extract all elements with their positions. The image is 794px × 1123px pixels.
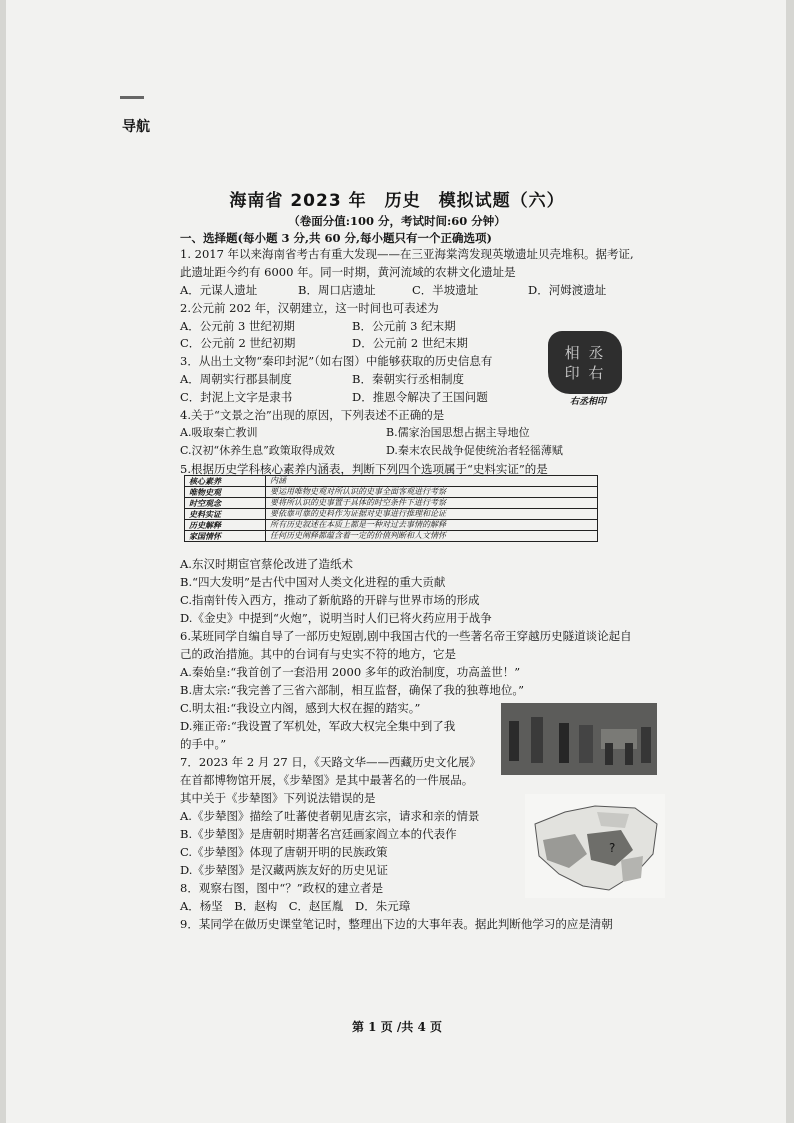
q7-option-d: D.《步辇图》是汉藏两族友好的历史见证 — [180, 863, 388, 877]
table-cell-key: 时空观念 — [185, 498, 266, 509]
table-header-row — [185, 476, 598, 487]
q6-option-c: C.明太祖:“我设立内阁，感到大权在握的踏实。” — [180, 701, 421, 715]
scan-shadow-right — [786, 0, 794, 1123]
q7-option-b: B.《步辇图》是唐朝时期著名宫廷画家阎立本的代表作 — [180, 827, 457, 841]
page-subtitle: （卷面分值:100 分，考试时间:60 分钟） — [288, 214, 506, 228]
question-1-line-1: 1. 2017 年以来海南省考古有重大发现——在三亚海棠湾发现英墩遗址贝壳堆积。据考证, — [180, 247, 634, 261]
q6-option-b: B.唐太宗:“我完善了三省六部制，相互监督，确保了我的独尊地位。” — [180, 683, 524, 697]
q4-option-c: C.汉初“休养生息”政策取得成效 — [180, 444, 335, 457]
table-cell-value: 要将所认识的史事置于具体的时空条件下进行考察 — [266, 498, 598, 509]
table-row — [185, 531, 598, 542]
question-7-line-1: 7．2023 年 2 月 27 日，《天路文华——西藏历史文化展》 — [180, 755, 482, 769]
q5-option-b: B.“四大发明”是古代中国对人类文化进程的重大贡献 — [180, 575, 446, 589]
question-2: 2.公元前 202 年，汉朝建立，这一时间也可表述为 — [180, 301, 439, 315]
question-7-line-3: 其中关于《步辇图》下列说法错误的是 — [180, 791, 376, 805]
q7-option-a: A.《步辇图》描绘了吐蕃使者朝见唐玄宗，请求和亲的情景 — [180, 809, 480, 823]
table-cell-value: 所有历史叙述在本质上都是一种对过去事情的解释 — [266, 520, 598, 531]
table-cell-value: 要依靠可靠的史料作为证据对史事进行推理和论证 — [266, 509, 598, 520]
section-heading: 一、选择题(每小题 3 分,共 60 分,每小题只有一个正确选项) — [180, 231, 492, 245]
table-row — [185, 509, 598, 520]
table-cell-value: 要运用唯物史观对所认识的史事全面客观进行考察 — [266, 487, 598, 498]
q6-option-a: A.秦始皇:“我首创了一套沿用 2000 多年的政治制度，功高盖世！” — [180, 665, 521, 679]
map-question-mark: ? — [609, 841, 616, 855]
bunian-painting-image — [501, 703, 657, 775]
q5-option-c: C.指南针传入西方，推动了新航路的开辟与世界市场的形成 — [180, 593, 480, 607]
q4-option-d: D.秦末农民战争促使统治者轻徭薄赋 — [386, 444, 563, 457]
q1-option-d: D．河姆渡遗址 — [528, 283, 607, 297]
q6-option-d: D.雍正帝:“我设置了军机处，军政大权完全集中到了我 — [180, 719, 456, 733]
q8-options: A．杨坚 B．赵构 C．赵匡胤 D．朱元璋 — [180, 899, 411, 913]
seal-image — [548, 331, 622, 394]
map-drawing — [525, 794, 665, 898]
q3-option-c: C．封泥上文字是隶书 — [180, 390, 293, 404]
historical-map-image — [525, 794, 665, 898]
question-3: 3．从出土文物“秦印封泥”（如右图）中能够获取的历史信息有 — [180, 354, 493, 368]
painting-figures — [501, 703, 657, 775]
nav-marker — [120, 96, 144, 99]
table-cell-value: 任何历史阐释都蕴含着一定的价值判断和人文情怀 — [266, 531, 598, 542]
table-cell-key: 史料实证 — [185, 509, 266, 520]
question-6-line-1: 6.某班同学自编自导了一部历史短剧,剧中我国古代的一些著名帝王穿越历史隧道谈论起自 — [180, 629, 632, 643]
nav-label[interactable]: 导航 — [122, 119, 150, 135]
q4-option-b: B.儒家治国思想占据主导地位 — [386, 426, 530, 439]
core-literacy-table — [184, 475, 598, 542]
table-cell-key: 家国情怀 — [185, 531, 266, 542]
question-8: 8．观察右图，图中“？”政权的建立者是 — [180, 881, 384, 895]
question-9: 9．某同学在做历史课堂笔记时，整理出下边的大事年表。据此判断他学习的应是清朝 — [180, 917, 613, 931]
q1-option-a: A．元谋人遗址 — [180, 283, 258, 297]
question-1-line-2: 此遗址距今约有 6000 年。同一时期，黄河流域的农耕文化遗址是 — [180, 265, 516, 279]
table-row — [185, 487, 598, 498]
page-footer: 第 1 页 /共 4 页 — [352, 1020, 442, 1034]
seal-characters: 相 丞 印 右 — [564, 344, 606, 382]
question-6-line-2: 己的政治措施。其中的台词有与史实不符的地方，它是 — [180, 647, 456, 661]
question-5: 5.根据历史学科核心素养内涵表，判断下列四个选项属于“史料实证”的是 — [180, 462, 548, 476]
q1-option-c: C．半坡遗址 — [412, 283, 479, 297]
q2-option-b: B．公元前 3 纪末期 — [352, 319, 456, 333]
q4-option-a: A.吸取秦亡教训 — [180, 426, 258, 439]
q7-option-c: C.《步辇图》体现了唐朝开明的民族政策 — [180, 845, 388, 859]
q2-option-c: C．公元前 2 世纪初期 — [180, 336, 296, 350]
page-title: 海南省 2023 年 历史 模拟试题（六） — [229, 191, 565, 211]
table-row — [185, 520, 598, 531]
q3-option-d: D．推恩令解决了王国问题 — [352, 390, 488, 404]
seal-caption: 右丞相印 — [569, 397, 606, 407]
q2-option-d: D．公元前 2 世纪末期 — [352, 336, 468, 350]
table-header-cell: 核心素养 — [185, 476, 266, 487]
question-7-line-2: 在首都博物馆开展，《步辇图》是其中最著名的一件展品。 — [180, 773, 474, 787]
table-cell-key: 历史解释 — [185, 520, 266, 531]
q5-option-d: D.《金史》中提到“火炮”，说明当时人们已将火药应用于战争 — [180, 611, 492, 625]
q1-option-b: B．周口店遗址 — [298, 283, 376, 297]
table-row — [185, 498, 598, 509]
q5-option-a: A.东汉时期宦官蔡伦改进了造纸术 — [180, 557, 353, 571]
q2-option-a: A．公元前 3 世纪初期 — [180, 319, 295, 333]
table-cell-key: 唯物史观 — [185, 487, 266, 498]
table-header-cell: 内涵 — [266, 476, 598, 487]
q6-option-d-continued: 的手中。” — [180, 737, 227, 751]
scan-shadow-left — [0, 0, 6, 1123]
question-4: 4.关于“文景之治”出现的原因，下列表述不正确的是 — [180, 408, 445, 422]
q3-option-a: A．周朝实行郡县制度 — [180, 372, 292, 386]
q3-option-b: B．秦朝实行丞相制度 — [352, 372, 464, 386]
